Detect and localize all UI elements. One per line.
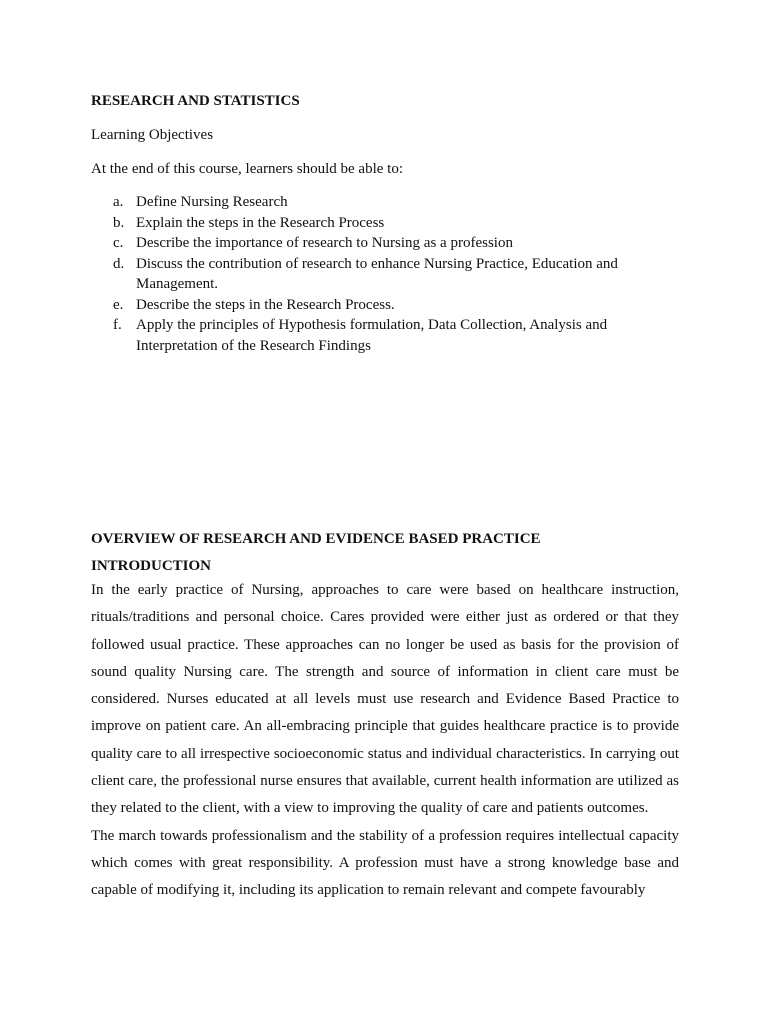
objective-marker: d.	[113, 255, 125, 272]
objective-text: Discuss the contribution of research to enhance Nursing Practice, Education and Management.	[136, 255, 618, 292]
objectives-intro-line: At the end of this course, learners should be able to:	[91, 161, 403, 177]
objective-item	[91, 233, 679, 254]
learning-objectives-label: Learning Objectives	[91, 127, 214, 143]
learning-objectives-section	[91, 92, 679, 356]
introduction-paragraph-1: In the early practice of Nursing, approaches to care were based on healthcare instruction, rituals/traditions and personal choice. Cares provided were either just as ordered or that they followed usual practice. These approaches can no longer be used as basis for the provision of sound quality Nursing care. The strength and source of information in client care must be considered. Nurses educated at all levels must use research and Evidence Based Practice to improve on patient care. An all-embracing principle that guides healthcare practice is to provide quality care to all irrespective socioeconomic status and individual characteristics. In carrying out client care, the professional nurse ensures that available, current health information are utilized as they related to the client, with a view to improving the quality of care and patients outcomes.	[91, 582, 679, 817]
objective-text: Explain the steps in the Research Process	[136, 214, 385, 231]
objective-marker: c.	[113, 235, 124, 251]
objective-item	[91, 315, 679, 356]
objectives-list	[91, 192, 679, 356]
objective-text: Define Nursing Research	[136, 194, 288, 210]
objective-text: Describe the steps in the Research Process.	[136, 296, 395, 313]
objective-marker: e.	[113, 296, 124, 313]
objective-item	[91, 254, 679, 295]
overview-section	[91, 530, 679, 905]
introduction-paragraph-2: The march towards professionalism and the stability of a profession requires intellectual capacity which comes with great responsibility. A profession must have a strong knowledge base and capable of modifying it, including its application to remain relevant and compete favourably	[91, 827, 679, 899]
objective-marker: a.	[113, 194, 124, 210]
document-title: RESEARCH AND STATISTICS	[91, 93, 300, 109]
objective-item	[91, 192, 679, 213]
objective-item	[91, 213, 679, 234]
objective-text: Describe the importance of research to Nursing as a profession	[136, 235, 513, 251]
objective-item	[91, 295, 679, 316]
objective-marker: f.	[113, 317, 122, 333]
objective-text: Apply the principles of Hypothesis formulation, Data Collection, Analysis and Interpretation of the Research Findings	[136, 317, 608, 354]
objective-marker: b.	[113, 214, 125, 231]
overview-heading: OVERVIEW OF RESEARCH AND EVIDENCE BASED PRACTICE	[91, 531, 541, 547]
introduction-heading: INTRODUCTION	[91, 558, 212, 574]
